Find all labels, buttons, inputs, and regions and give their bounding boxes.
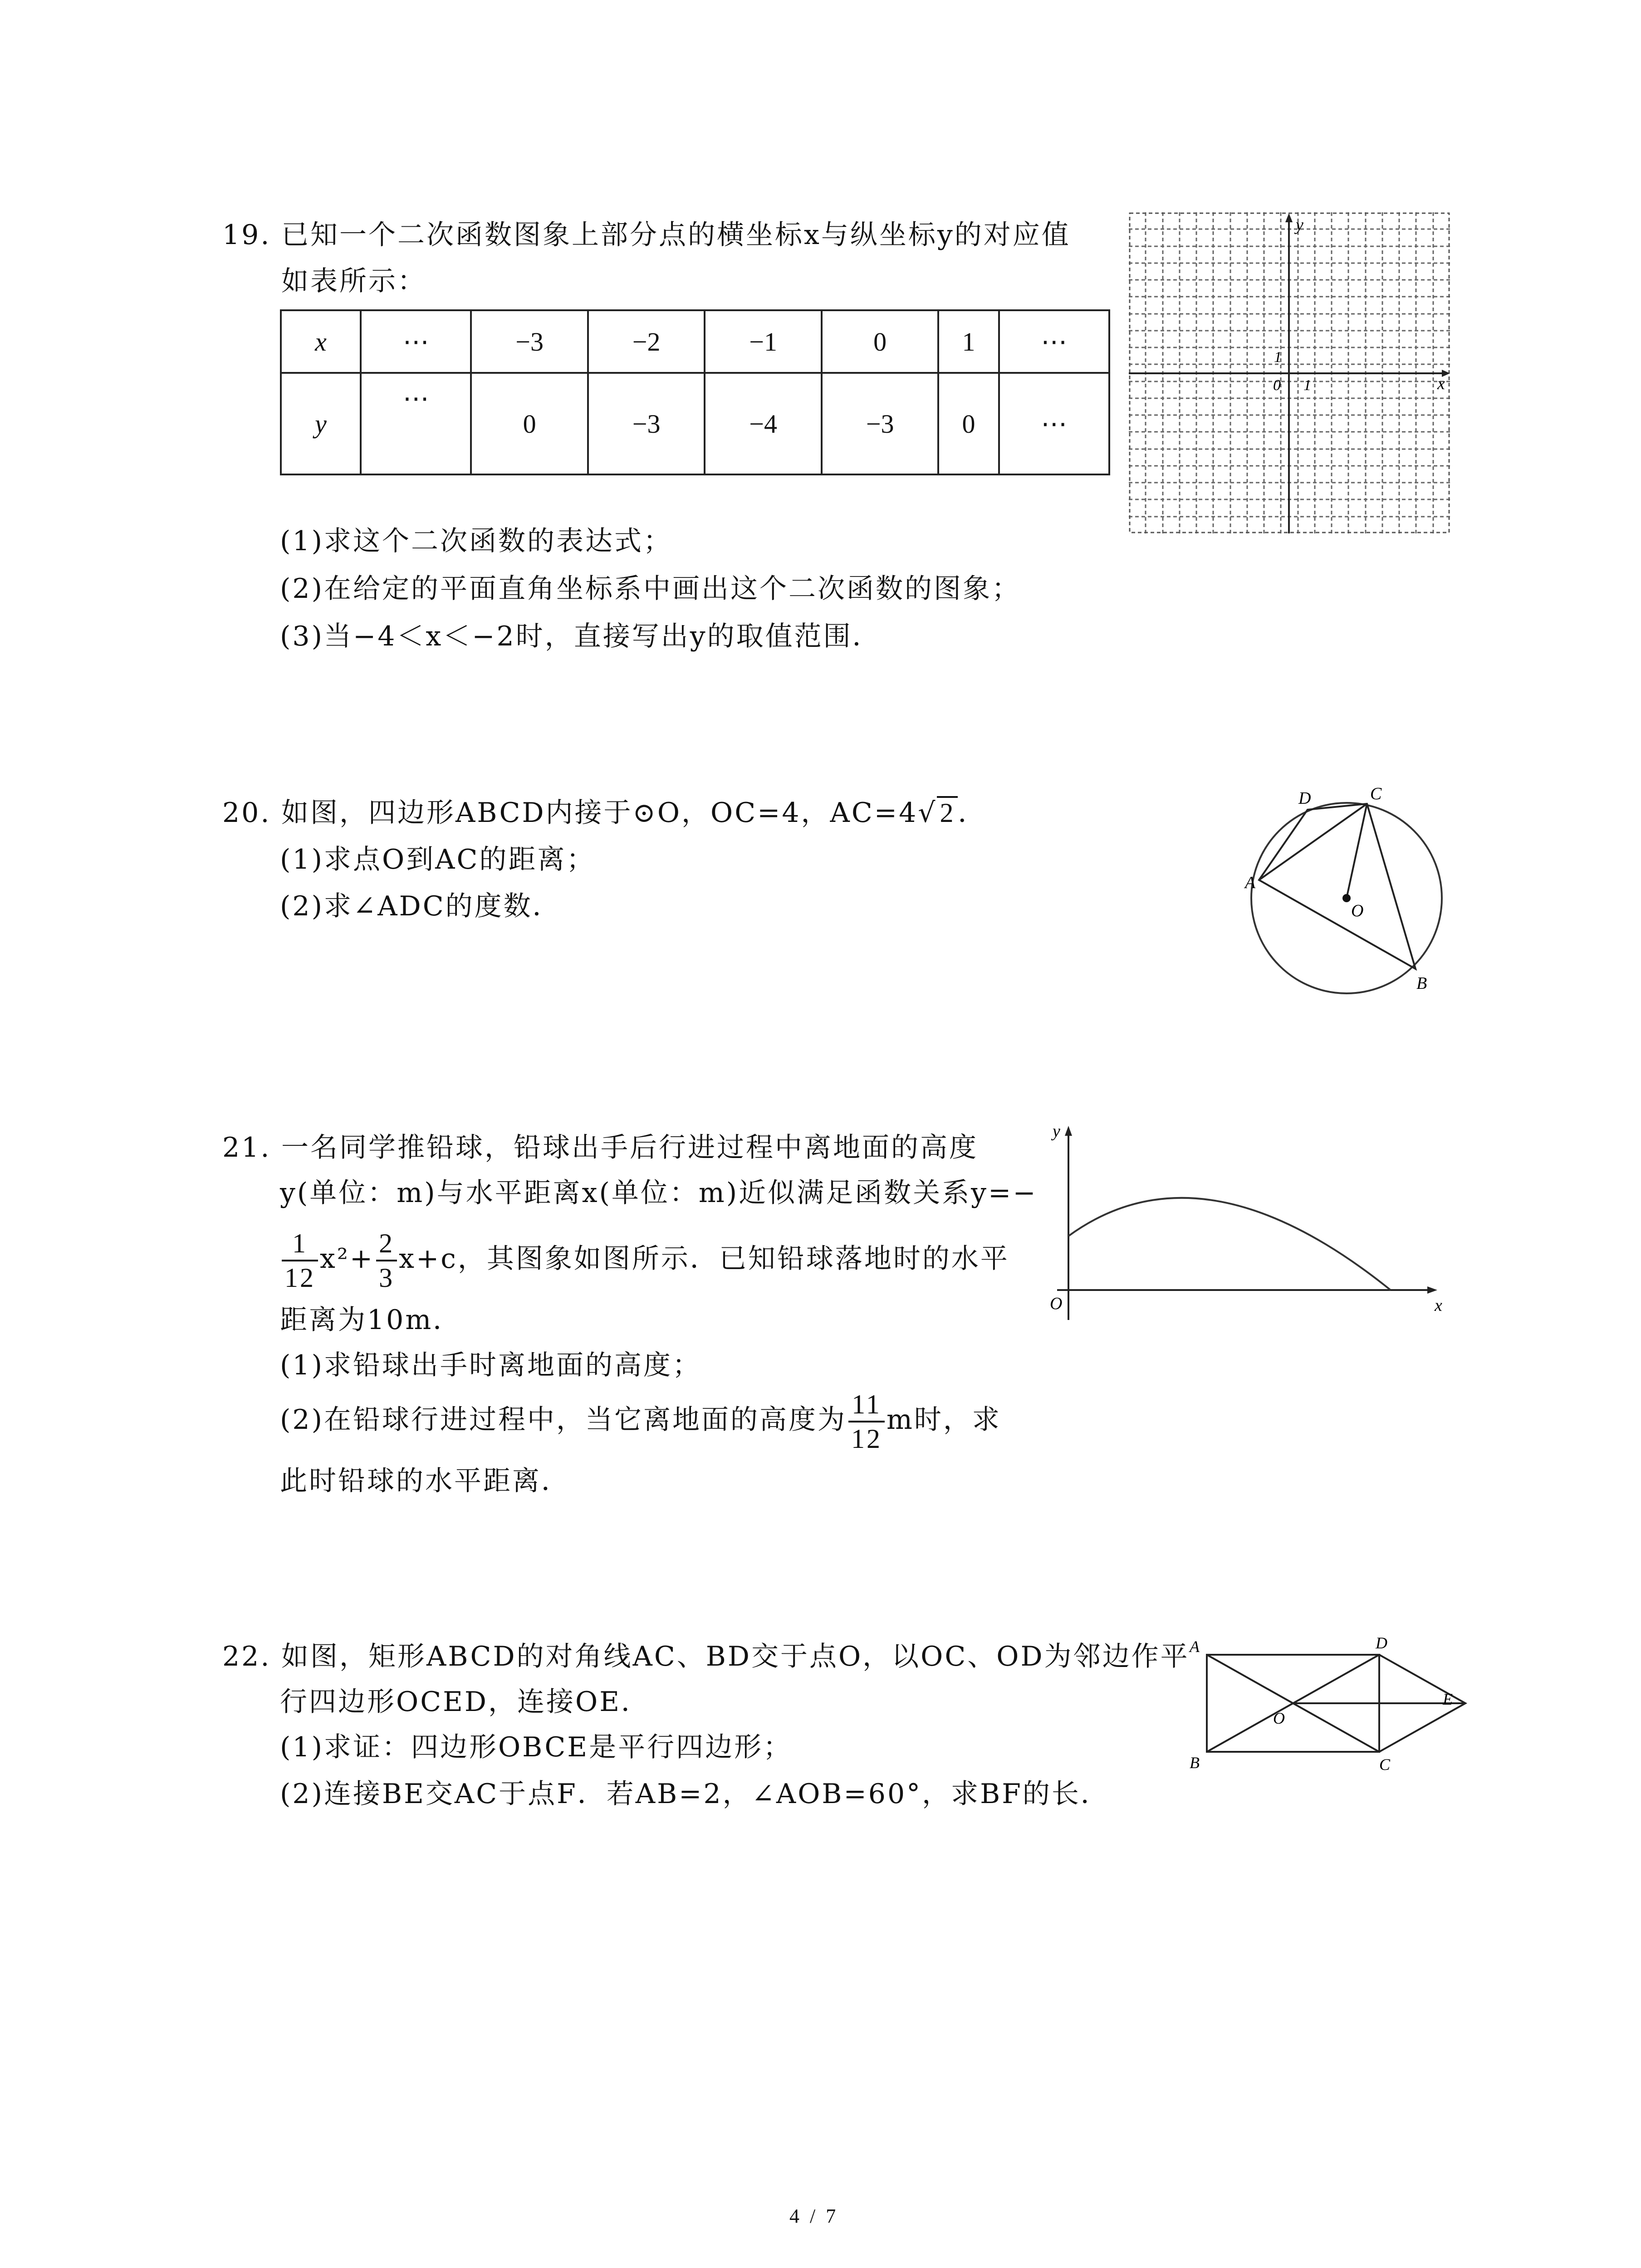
q21-part2-end: m时，求 <box>887 1404 1001 1436</box>
q19-part2: (2)在给定的平面直角坐标系中画出这个二次函数的图象； <box>280 573 1021 605</box>
q19-number: 19. <box>222 219 271 251</box>
q19-grid-origin: 0 <box>1273 377 1281 394</box>
q19-row-y-label: y <box>281 373 361 474</box>
q21-frac1 <box>282 1230 318 1291</box>
q19-y-cell: ⋯ <box>361 373 471 474</box>
q19-x-cell: ⋯ <box>361 310 471 373</box>
q19-y-cell: 0 <box>938 373 999 474</box>
q21-part2-start: (2)在铅球行进过程中，当它离地面的高度为 <box>280 1404 847 1436</box>
q19-x-cell: −3 <box>471 310 588 373</box>
q22-label-b: B <box>1190 1754 1200 1772</box>
q22-label-e: E <box>1443 1690 1453 1708</box>
q21-frac2-den: 3 <box>379 1263 395 1293</box>
q20-part1: (1)求点O到AC的距离； <box>280 844 596 875</box>
q21-part1: (1)求铅球出手时离地面的高度； <box>280 1349 701 1381</box>
q22-rectangle-figure <box>1180 1628 1461 1778</box>
page-number: 4 / 7 <box>789 2205 839 2227</box>
q21-line3-mid: x²+ <box>320 1243 375 1275</box>
q20-circle-figure <box>1239 780 1456 998</box>
q21-frac1-num: 1 <box>282 1230 318 1261</box>
q21-label-y: y <box>1053 1122 1060 1141</box>
q21-frac2-num: 2 <box>376 1230 397 1261</box>
q19-y-cell: −3 <box>822 373 939 474</box>
q21-frac2 <box>376 1230 397 1291</box>
q19-x-cell: ⋯ <box>999 310 1109 373</box>
q21-label-x: x <box>1435 1296 1442 1315</box>
q19-part1: (1)求这个二次函数的表达式； <box>280 525 672 557</box>
q19-stem-line1: 已知一个二次函数图象上部分点的横坐标x与纵坐标y的对应值 <box>281 219 1071 251</box>
q19-y-cell: −3 <box>588 373 705 474</box>
q20-stem-text: 如图，四边形ABCD内接于⊙O，OC=4，AC=4 <box>281 797 918 829</box>
q20-stem-end: ． <box>958 797 987 829</box>
q19-y-cell: −4 <box>705 373 822 474</box>
q19-x-cell: 1 <box>938 310 999 373</box>
q20-label-c: C <box>1370 784 1382 803</box>
q22-line2: 行四边形OCED，连接OE． <box>280 1686 650 1718</box>
q19-x-cell: −1 <box>705 310 822 373</box>
q21-part2 <box>280 1383 1001 1456</box>
q19-coordinate-grid <box>1129 212 1450 533</box>
q19-x-cell: −2 <box>588 310 705 373</box>
q21-part2-line2: 此时铅球的水平距离． <box>280 1465 570 1497</box>
q22-part2: (2)连接BE交AC于点F．若AB=2，∠AOB=60°，求BF的长． <box>280 1778 1110 1810</box>
q20-center-dot <box>1342 894 1351 902</box>
q20-diagonal-ac <box>1259 804 1367 880</box>
q19-row-y <box>281 373 1109 474</box>
q20-label-o: O <box>1351 901 1364 920</box>
q19-value-table <box>280 309 1110 475</box>
q19-stem-line2: 如表所示： <box>281 265 426 297</box>
q21-parabola-graph <box>1048 1120 1447 1329</box>
q22-part1: (1)求证：四边形OBCE是平行四边形； <box>280 1731 793 1763</box>
q19-y-cell: ⋯ <box>999 373 1109 474</box>
q20-number: 20. <box>222 797 271 829</box>
q19-grid-one-y: 1 <box>1274 349 1282 366</box>
q21-line3-end: x+c，其图象如图所示．已知铅球落地时的水平 <box>399 1243 1009 1275</box>
q19-x-cell: 0 <box>822 310 939 373</box>
q20-sqrt-sign: √ <box>918 797 937 829</box>
q19-part3: (3)当−4＜x＜−2时，直接写出y的取值范围． <box>280 621 882 652</box>
q21-line4: 距离为10m． <box>280 1304 462 1336</box>
q22-number: 22. <box>222 1641 271 1672</box>
q21-frac3-den: 12 <box>851 1424 882 1454</box>
q22-label-a: A <box>1190 1637 1200 1656</box>
q21-frac1-den: 12 <box>284 1263 315 1293</box>
q19-grid-y-label: y <box>1296 215 1303 235</box>
q22-line1: 如图，矩形ABCD的对角线AC、BD交于点O，以OC、OD为邻边作平 <box>281 1641 1190 1672</box>
q21-number: 21. <box>222 1132 271 1163</box>
q20-label-a: A <box>1245 873 1256 892</box>
q19-row-x-label: x <box>281 310 361 373</box>
q19-grid-one-x: 1 <box>1303 377 1311 394</box>
q21-line2: y(单位：m)与水平距离x(单位：m)近似满足函数关系y=− <box>280 1177 1038 1209</box>
q22-label-c: C <box>1379 1755 1391 1774</box>
q22-label-d: D <box>1376 1634 1387 1652</box>
q21-parabola <box>1068 1198 1391 1290</box>
q19-row-x <box>281 310 1109 373</box>
q21-line3 <box>280 1222 1009 1295</box>
q20-stem <box>281 795 987 831</box>
q21-label-o: O <box>1050 1294 1063 1313</box>
q20-label-b: B <box>1416 974 1427 993</box>
q19-y-cell: 0 <box>471 373 588 474</box>
q20-segment-oc <box>1347 804 1367 898</box>
q21-frac3-num: 11 <box>848 1391 885 1422</box>
q21-frac3 <box>848 1391 885 1452</box>
q20-sqrt-arg: 2 <box>937 796 958 828</box>
q21-line1: 一名同学推铅球，铅球出手后行进过程中离地面的高度 <box>281 1132 978 1163</box>
q20-label-d: D <box>1298 789 1311 808</box>
q19-grid-x-label: x <box>1437 374 1445 393</box>
q20-part2: (2)求∠ADC的度数． <box>280 890 562 922</box>
q22-label-o: O <box>1273 1709 1285 1727</box>
